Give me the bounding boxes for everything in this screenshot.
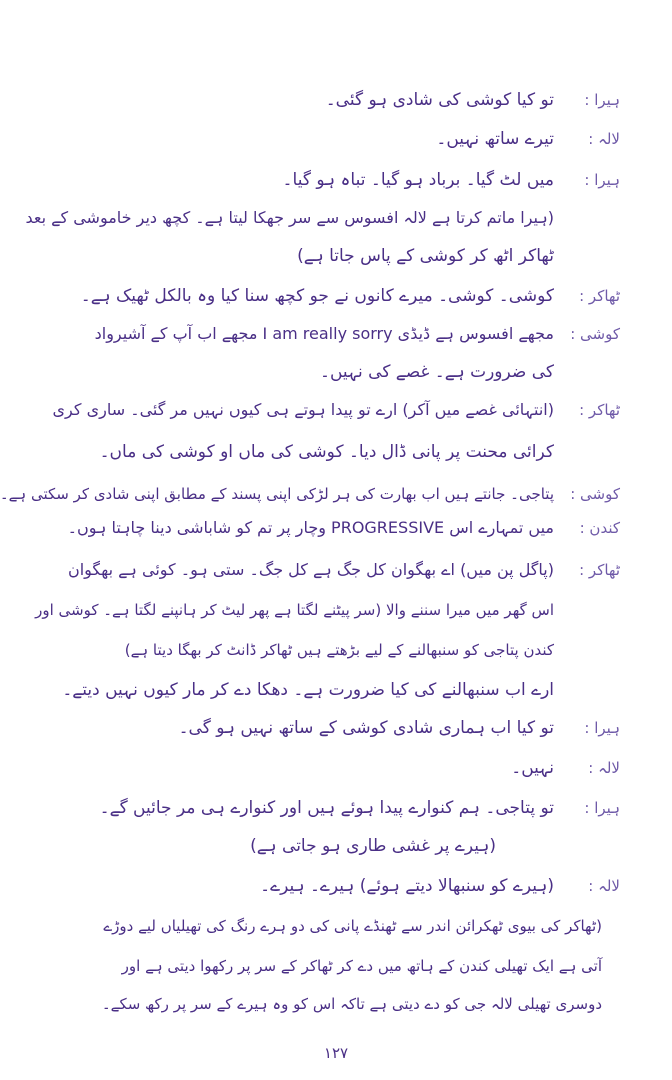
dialogue-line: پتاجی۔ جانتے ہیں اب بھارت کی ہر لڑکی اپنی پسند کے مطابق اپنی شادی کر سکتی ہے۔: [0, 485, 554, 503]
dialogue-line: (ہیرے کو سنبھالا دیتے ہوئے) ہیرے۔ ہیرے۔: [260, 876, 554, 896]
stage-direction-line: (ہیرے پر غشی طاری ہو جاتی ہے): [250, 836, 496, 856]
stage-direction-line: ٹھاکر اٹھ کر کوشی کے پاس جاتا ہے): [297, 246, 554, 266]
stage-direction-line: آتی ہے ایک تھیلی کندن کے ہاتھ میں دے کر ٹھاکر کے سر پر رکھوا دیتی ہے اور: [121, 957, 602, 975]
dialogue-line: کرائی محنت پر پانی ڈال دیا۔ کوشی کی ماں او کوشی کی ماں۔: [99, 442, 554, 462]
dialogue-line: تو کیا اب ہماری شادی کوشی کے ساتھ نہیں ہو گی۔: [178, 718, 554, 738]
stage-direction-line: دوسری تھیلی لالہ جی کو دے دیتی ہے تاکہ اس کو وہ ہیرے کے سر پر رکھ سکے۔: [101, 995, 602, 1013]
stage-direction-line: (ٹھاکر کی بیوی ٹھکرائن اندر سے ٹھنڈے پانی کی دو ہرے رنگ کی تھیلیاں لیے دوڑے: [103, 917, 602, 935]
speaker-label: لالہ :: [588, 759, 620, 777]
dialogue-line: تو پتاجی۔ ہم کنوارے پیدا ہوئے ہیں اور کنوارے ہی مر جائیں گے۔: [99, 798, 554, 818]
stage-direction-line: (ہیرا ماتم کرتا ہے لالہ افسوس سے سر جھکا لیتا ہے۔ کچھ دیر خاموشی کے بعد: [25, 208, 554, 227]
speaker-label: کوشی :: [570, 485, 620, 503]
dialogue-line: میں لٹ گیا۔ برباد ہو گیا۔ تباہ ہو گیا۔: [282, 170, 554, 190]
dialogue-line: میں تمہارے اس PROGRESSIVE وچار پر تم کو شاباشی دینا چاہتا ہوں۔: [67, 518, 554, 537]
speaker-label: کندن :: [579, 519, 620, 537]
speaker-label: کوشی :: [570, 325, 620, 343]
dialogue-line: تو کیا کوشی کی شادی ہو گئی۔: [325, 90, 554, 110]
speaker-label: لالہ :: [588, 130, 620, 148]
dialogue-line: ارے اب سنبھالنے کی کیا ضرورت ہے۔ دھکا دے کر مار کیوں نہیں دیتے۔: [62, 680, 554, 700]
dialogue-line: مجھے افسوس ہے ڈیڈی I am really sorry مجھے اب آپ کے آشیرواد: [94, 324, 554, 343]
speaker-label: ٹھاکر :: [579, 287, 620, 305]
dialogue-line: (انتہائی غصے میں آکر) ارے تو پیدا ہوتے ہی کیوں نہیں مر گئی۔ ساری کری: [52, 400, 554, 419]
dialogue-line: تیرے ساتھ نہیں۔: [436, 129, 554, 149]
speaker-label: ٹھاکر :: [579, 401, 620, 419]
page-number: ۱۲۷: [323, 1044, 349, 1062]
speaker-label: ہیرا :: [584, 719, 620, 737]
speaker-label: ہیرا :: [584, 91, 620, 109]
dialogue-line: کوشی۔ کوشی۔ میرے کانوں نے جو کچھ سنا کیا وہ بالکل ٹھیک ہے۔: [80, 286, 554, 306]
speaker-label: ہیرا :: [584, 171, 620, 189]
stage-direction-line: کندن پتاجی کو سنبھالنے کے لیے بڑھتے ہیں ٹھاکر ڈانٹ کر بھگا دیتا ہے): [124, 641, 554, 659]
speaker-label: لالہ :: [588, 877, 620, 895]
dialogue-line: (پاگل پن میں) اے بھگوان کل جگ ہے کل جگ۔ ستی ہو۔ کوئی ہے بھگوان: [67, 560, 554, 579]
speaker-label: ٹھاکر :: [579, 561, 620, 579]
dialogue-line: کی ضرورت ہے۔ غصے کی نہیں۔: [320, 362, 554, 382]
speaker-label: ہیرا :: [584, 799, 620, 817]
dialogue-line: نہیں۔: [511, 758, 554, 778]
stage-direction-line: اس گھر میں میرا سننے والا (سر پیٹنے لگتا ہے پھر لیٹ کر ہانپنے لگتا ہے۔ کوشی اور: [35, 601, 554, 619]
